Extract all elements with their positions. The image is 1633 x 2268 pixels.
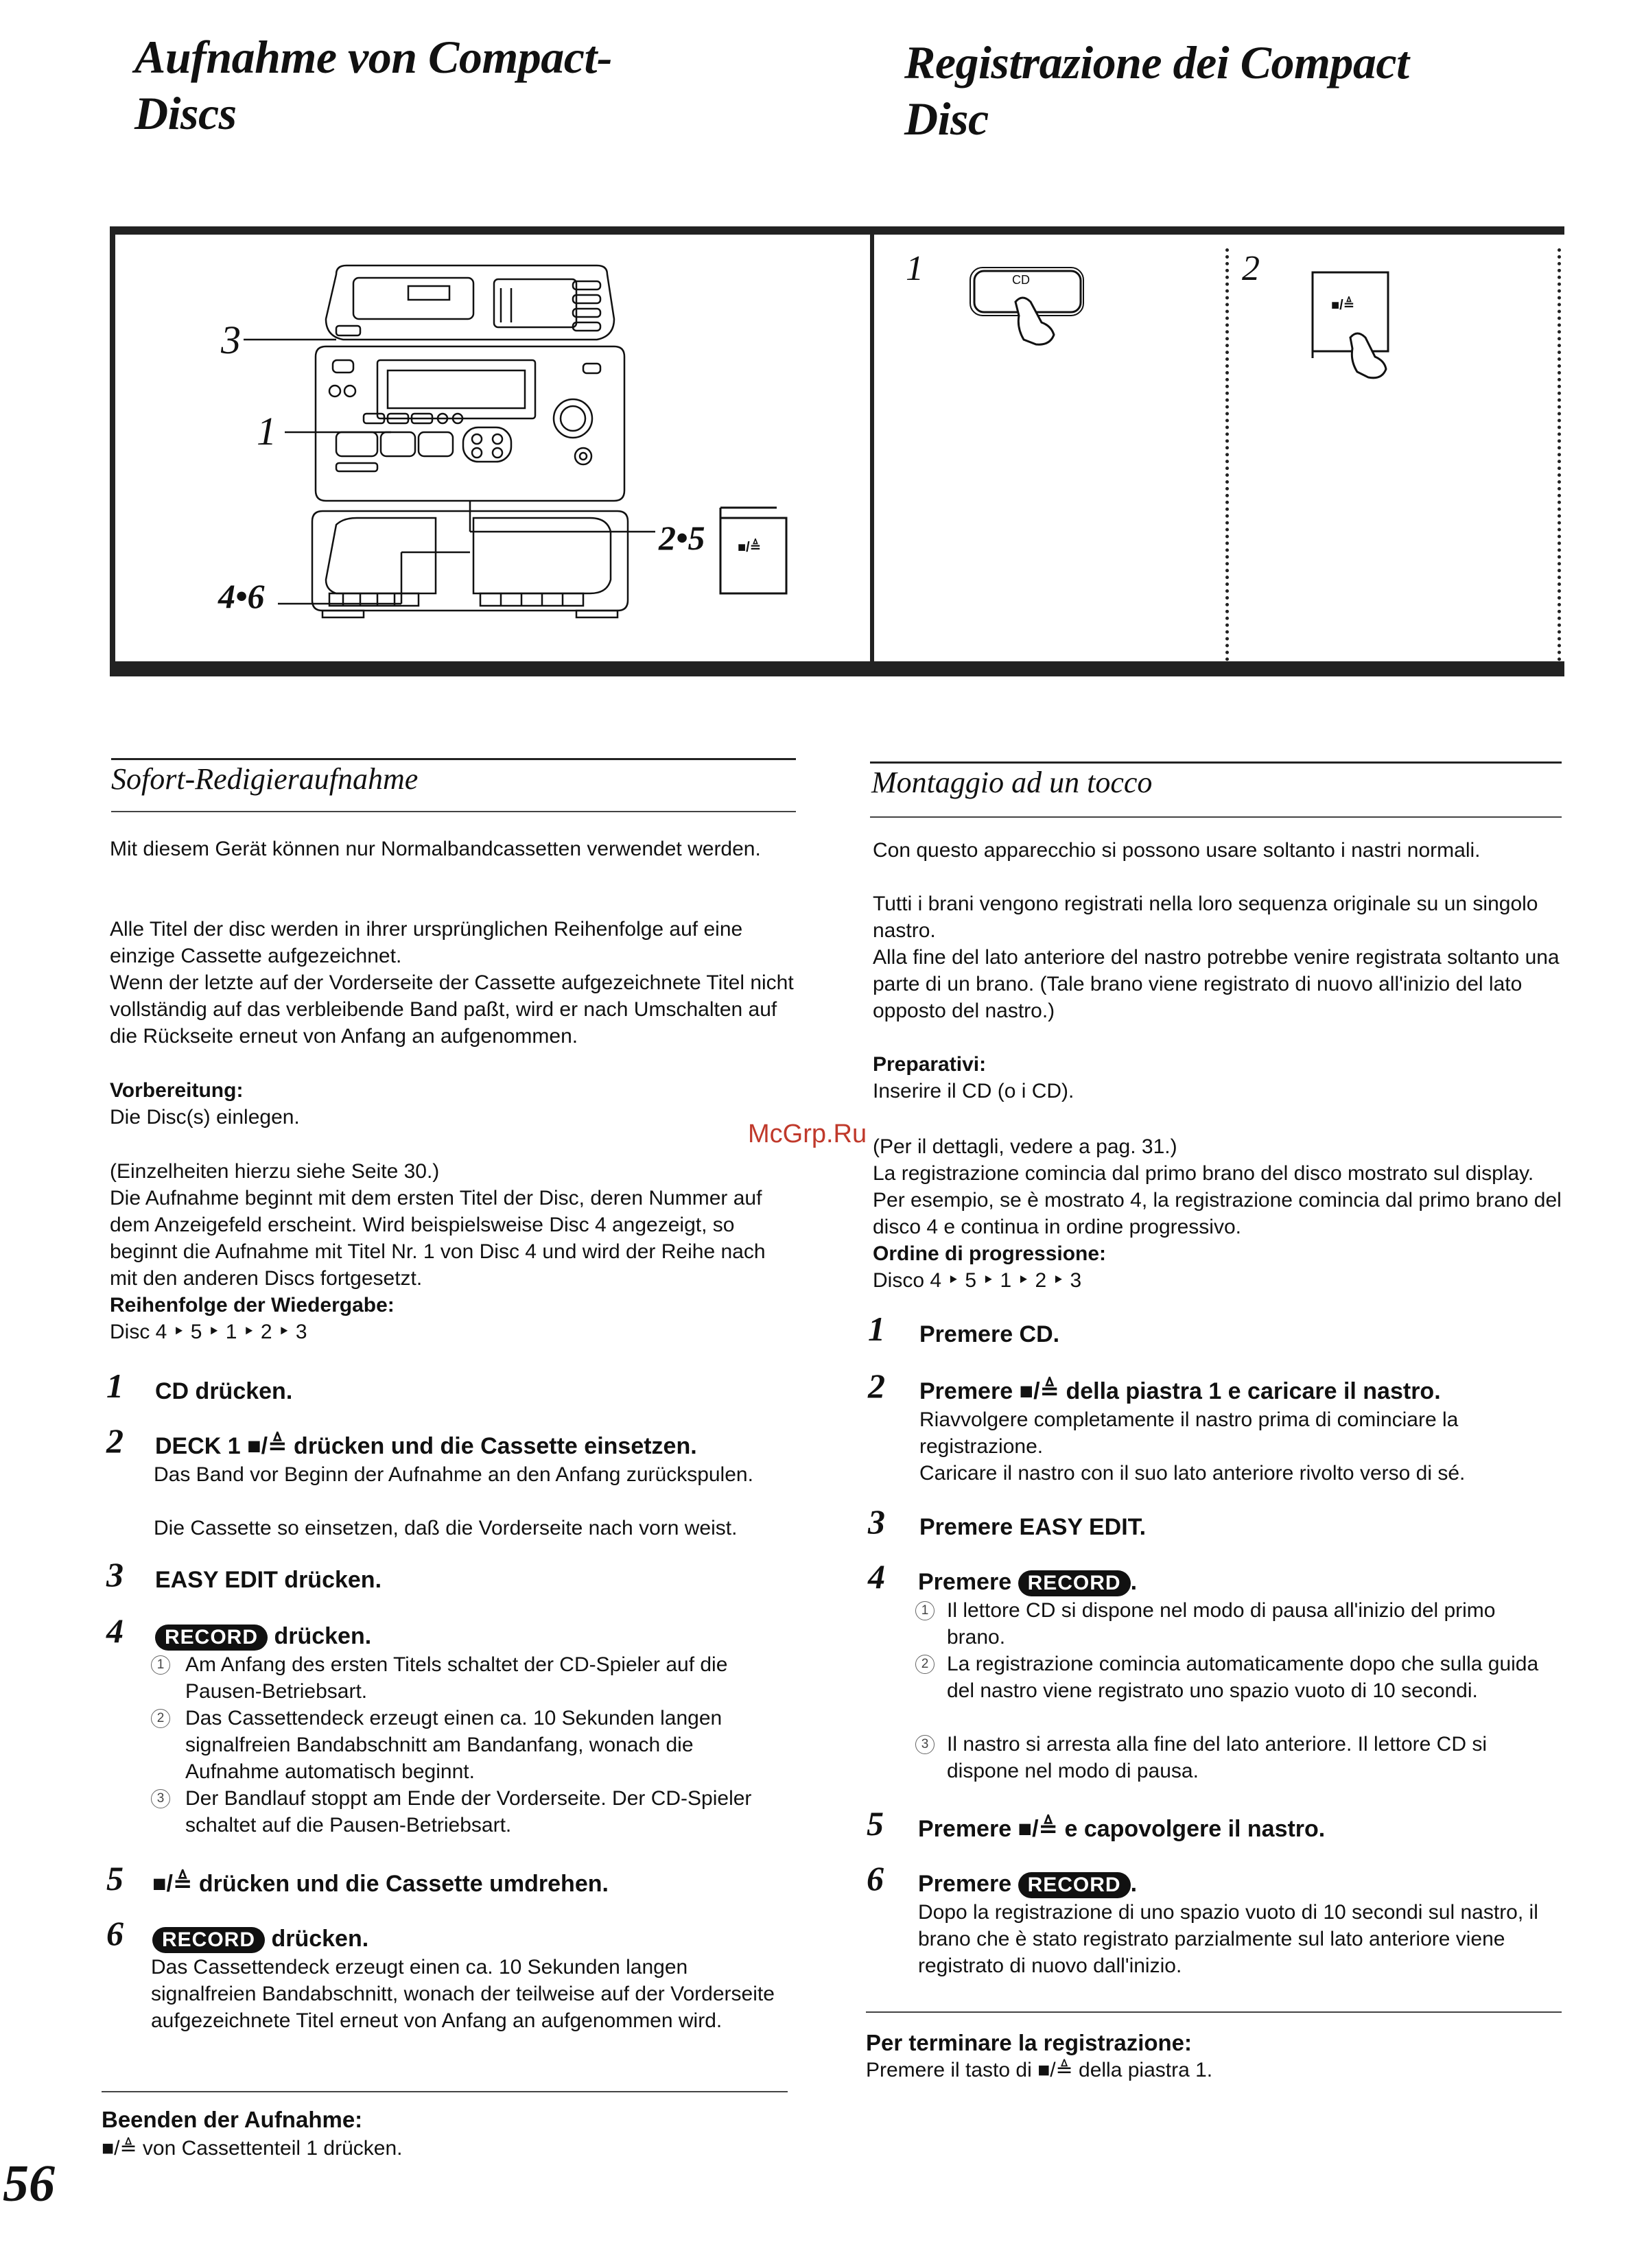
circled-2-icon: 2 (151, 1709, 170, 1728)
italian-intro-1: Con questo apparecchio si possono usare soltanto i nastri normali. (873, 839, 1481, 862)
german-intro-2: Alle Titel der disc werden in ihrer ursprünglichen Reihenfolge auf eine einzige Cassette aufgezeichnet. (110, 918, 743, 967)
panel-2-number: 2 (1242, 249, 1260, 288)
german-step-1-number: 1 (106, 1367, 124, 1405)
italian-step-2-text-2: Caricare il nastro con il suo lato anteriore rivolto verso di sé. (919, 1462, 1466, 1485)
panel-2-button-label: ■/≜ (1331, 298, 1355, 313)
callout-1: 1 (257, 409, 277, 453)
figure-frame-top (110, 226, 1564, 235)
italian-prep-text: Inserire il CD (o i CD). (873, 1080, 1074, 1102)
german-step-4-title-text: drücken. (274, 1623, 372, 1649)
german-step-3-title: EASY EDIT drücken. (155, 1567, 382, 1593)
german-details-2: Die Aufnahme beginnt mit dem ersten Titel der Disc, deren Nummer auf dem Anzeigefeld erscheint. Wird beispielsweise Disc 4 angezeigt, so beginnt die Aufnahme mit Titel Nr. 1 von Disc 4 und wird der Reihe nach mit den anderen Discs fortgesetzt. (110, 1187, 766, 1290)
german-prep-label: Vorbereitung: (110, 1079, 244, 1102)
italian-step-5-title: Premere ■/≜ e capovolgere il nastro. (918, 1816, 1326, 1842)
italian-step-4-sub-3 (915, 1731, 1559, 1784)
panel-1-number: 1 (906, 249, 924, 288)
german-step-2-text-1: Das Band vor Beginn der Aufnahme an den Anfang zurückspulen. (154, 1463, 753, 1486)
circled-3-icon: 3 (915, 1735, 935, 1754)
italian-step-2-text-1: Riavvolgere completamente il nastro prima di cominciare la registrazione. (919, 1408, 1459, 1458)
stop-eject-icon: ■/≜ (738, 540, 762, 555)
callout-2-5: 2•5 (659, 519, 705, 557)
italian-step-4-number: 4 (868, 1557, 885, 1596)
record-button-badge: RECORD (1018, 1872, 1131, 1898)
german-step-4-sub-3-text: Der Bandlauf stoppt am Ende der Vorderseite. Der CD-Spieler schaltet auf die Pausen-Betriebsart. (185, 1787, 752, 1836)
panel-dotted-right-edge (1558, 248, 1561, 661)
italian-end-label: Per terminare la registrazione: (866, 2030, 1193, 2055)
italian-prep-label: Preparativi: (873, 1053, 987, 1076)
italian-details-2: La registrazione comincia dal primo brano del disco mostrato sul display. Per esempio, se è mostrato 4, la registrazione comincia dal primo brano del disco 4 e continua in ordine progressivo. (873, 1162, 1562, 1238)
italian-end-text: Premere il tasto di ■/≜ della piastra 1. (866, 2059, 1213, 2081)
italian-step-6-text: Dopo la registrazione di uno spazio vuoto di 10 secondi sul nastro, il brano che è stato registrato parzialmente sul lato anteriore viene registrato di nuovo dall'inizio. (918, 1901, 1538, 1977)
italian-section-rule-top (870, 761, 1562, 764)
title-italian-line2: Disc (904, 93, 989, 145)
italian-step-6-title: Premere RECORD . (918, 1870, 1137, 1898)
italian-step-4-sub-1-text: Il lettore CD si dispone nel modo di pausa all'inizio del primo brano. (947, 1599, 1496, 1649)
german-step-2-number: 2 (106, 1421, 124, 1460)
circled-2-icon: 2 (915, 1655, 935, 1674)
italian-intro-3: Alla fine del lato anteriore del nastro potrebbe venire registrata soltanto una parte di un brano. (Tale brano viene registrato di nuovo all'inizio del lato opposto del nastro.) (873, 946, 1560, 1022)
italian-section-rule-bottom (870, 816, 1562, 818)
german-order-label: Reihenfolge der Wiedergabe: (110, 1294, 395, 1316)
record-button-badge: RECORD (152, 1927, 265, 1953)
german-step-4-title (155, 1622, 371, 1651)
cd-button-label: CD (1012, 273, 1030, 287)
figure-frame-left (110, 226, 115, 676)
circled-1-icon: 1 (915, 1601, 935, 1620)
title-italian-line1: Registrazione dei Compact (904, 36, 1409, 88)
italian-step-3-number: 3 (868, 1502, 885, 1541)
italian-step-3-title: Premere EASY EDIT. (919, 1514, 1147, 1540)
title-german-line2: Discs (134, 87, 237, 139)
german-end-text: ■/≜ von Cassettenteil 1 drücken. (102, 2137, 403, 2160)
german-prep-text: Die Disc(s) einlegen. (110, 1106, 300, 1129)
italian-step-6-title-text: Premere (918, 1871, 1012, 1897)
title-german (134, 29, 612, 141)
german-step-2-text-2: Die Cassette so einsetzen, daß die Vorderseite nach vorn weist. (154, 1517, 738, 1539)
german-intro-1: Mit diesem Gerät können nur Normalbandcassetten verwendet werden. (110, 838, 761, 860)
german-step-6-number: 6 (106, 1914, 124, 1952)
italian-step-4-title: Premere RECORD . (918, 1568, 1137, 1596)
callout-4-6: 4•6 (218, 577, 265, 615)
italian-step-1-number: 1 (868, 1310, 885, 1348)
figure-frame-divider (870, 226, 874, 676)
german-step-4-sub-2 (151, 1705, 789, 1785)
german-step-6-text: Das Cassettendeck erzeugt einen ca. 10 Sekunden langen signalfreien Bandabschnitt, wonach der teilweise auf der Vorderseite aufgezeichnete Titel erneut von Anfang an aufgenommen wird. (151, 1956, 775, 2032)
italian-section-title: Montaggio ad un tocco (871, 766, 1153, 799)
german-step-4-sub-1 (151, 1651, 789, 1705)
german-section-rule-top (111, 758, 796, 760)
italian-step-2-title: Premere ■/≜ della piastra 1 e caricare il nastro. (919, 1378, 1441, 1404)
italian-step-5-number: 5 (867, 1804, 884, 1843)
italian-step-4-title-text: Premere (918, 1569, 1012, 1595)
german-step-4-sub-2-text: Das Cassettendeck erzeugt einen ca. 10 Sekunden langen signalfreien Bandabschnitt am Bandanfang, wonach die Aufnahme automatisch beginnt. (185, 1707, 722, 1783)
watermark-text: McGrp.Ru (748, 1120, 867, 1148)
german-end-label: Beenden der Aufnahme: (102, 2107, 363, 2132)
italian-step-4-sub-1 (915, 1597, 1559, 1651)
callout-3: 3 (221, 318, 241, 362)
german-section-title: Sofort-Redigieraufnahme (111, 762, 419, 796)
title-german-line1: Aufnahme von Compact- (134, 31, 612, 83)
german-step-4-number: 4 (106, 1611, 124, 1650)
figure-frame-bottom (110, 661, 1564, 676)
panel-dotted-divider (1225, 248, 1229, 661)
circled-3-icon: 3 (151, 1789, 170, 1808)
german-order-text: Disc 4 ‣ 5 ‣ 1 ‣ 2 ‣ 3 (110, 1321, 307, 1343)
italian-order-text: Disco 4 ‣ 5 ‣ 1 ‣ 2 ‣ 3 (873, 1269, 1082, 1292)
record-button-badge: RECORD (1018, 1570, 1131, 1596)
italian-end-rule (866, 2011, 1562, 2013)
german-details: (Einzelheiten hierzu siehe Seite 30.) (110, 1160, 440, 1183)
german-step-6-title-text: drücken. (271, 1926, 369, 1952)
german-step-3-number: 3 (106, 1555, 124, 1594)
german-section-rule-bottom (111, 811, 796, 812)
italian-step-2-number: 2 (868, 1367, 885, 1405)
circled-1-icon: 1 (151, 1655, 170, 1675)
italian-step-4-sub-3-text: Il nastro si arresta alla fine del lato anteriore. Il lettore CD si dispone nel modo di pausa. (947, 1733, 1488, 1782)
german-step-6-title (152, 1925, 368, 1953)
german-step-5-title: ■/≜ drücken und die Cassette umdrehen. (152, 1871, 609, 1897)
italian-step-4-sub-2-text: La registrazione comincia automaticamente dopo che sulla guida del nastro viene registrato uno spazio vuoto di 10 secondi. (947, 1653, 1539, 1702)
italian-intro-2: Tutti i brani vengono registrati nella loro sequenza originale su un singolo nastro. (873, 893, 1538, 942)
title-italian (904, 34, 1409, 147)
german-step-1-title: CD drücken. (155, 1378, 293, 1404)
german-intro-3: Wenn der letzte auf der Vorderseite der Cassette aufgezeichnete Titel nicht vollständig auf das verbleibende Band paßt, wird er nach Umschalten auf die Rückseite erneut von Anfang an aufgenommen. (110, 971, 794, 1048)
german-step-2-title: DECK 1 ■/≜ drücken und die Cassette einsetzen. (155, 1433, 697, 1459)
italian-details: (Per il dettagli, vedere a pag. 31.) (873, 1135, 1177, 1158)
record-button-badge: RECORD (155, 1625, 268, 1651)
italian-step-1-title: Premere CD. (919, 1321, 1060, 1347)
italian-step-6-number: 6 (867, 1859, 884, 1898)
stop-eject-button-press-illustration (1309, 269, 1405, 386)
german-step-4-sub-3 (151, 1785, 789, 1839)
italian-step-4-sub-2 (915, 1651, 1559, 1704)
german-step-4-sub-1-text: Am Anfang des ersten Titels schaltet der CD-Spieler auf die Pausen-Betriebsart. (185, 1653, 728, 1703)
german-step-5-number: 5 (106, 1859, 124, 1898)
italian-order-label: Ordine di progressione: (873, 1242, 1107, 1265)
german-end-rule (102, 2091, 788, 2092)
page-number: 56 (3, 2155, 55, 2212)
